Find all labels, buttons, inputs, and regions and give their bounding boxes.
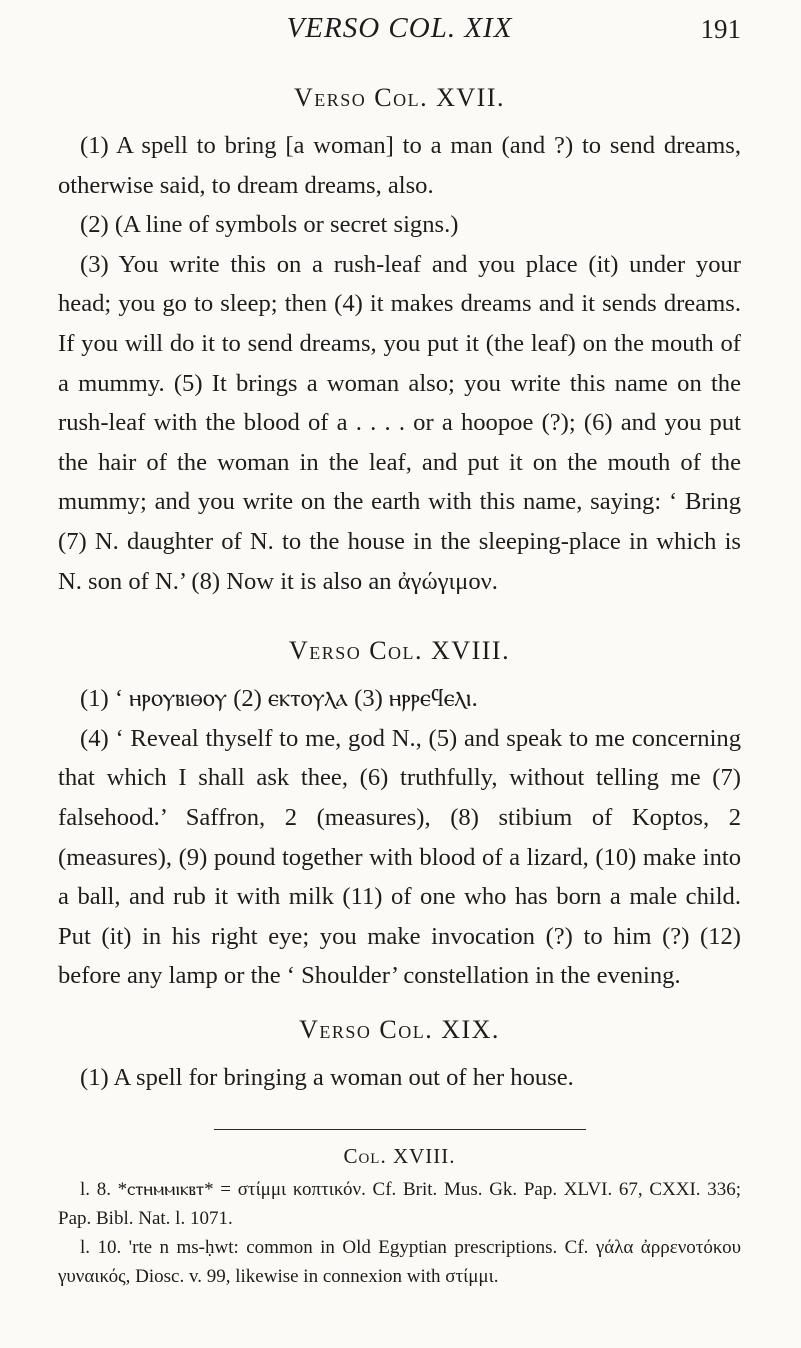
- section-heading-col-xvii: Verso Col. XVII.: [294, 83, 505, 112]
- footnotes-heading: Col. XVIII.: [343, 1144, 456, 1169]
- section-heading-col-xviii: Verso Col. XVIII.: [288, 636, 511, 666]
- main-text: [58, 78, 741, 1291]
- running-head-title: VERSO COL. XIX: [286, 12, 513, 44]
- footnote: l. 10. 'rte n ms-ḥwt: common in Old Egyptian prescriptions. Cf. γάλα ἀρρενοτόκου γυναικός, Diosc. v. 99, likewise in connexion with στίμμι.: [58, 1237, 741, 1288]
- section-heading-col-xix: Verso Col. XIX.: [299, 1014, 500, 1044]
- footnote: l. 8. *ⲥⲧⲏⲙⲙⲓⲕⲃⲧ* = στίμμι κοπτικόν. Cf. Brit. Mus. Gk. Pap. XLVI. 67, CXXI. 336; Pap. Bibl. Nat. l. 1071.: [58, 1179, 741, 1230]
- paragraph: (4) ‘ Reveal thyself to me, god N., (5) and speak to me concerning that which I shall ask thee, (6) truthfully, without telling me (7) falsehood.’ Saffron, 2 (measures), (8) stibium of Koptos, 2 (measures), (9) pound together with blood of a lizard, (10) make into a ball, and rub it with milk (11) of one who has born a male child. Put (it) in his right eye; you make invocation (?) to him (?) (12) before any lamp or the ‘ Shoulder’ constellation in the evening.: [58, 724, 741, 990]
- paragraph: (1) A spell to bring [a woman] to a man (and ?) to send dreams, otherwise said, to dream dreams, also.: [58, 132, 741, 199]
- running-head: [58, 12, 741, 48]
- paragraph: (3) You write this on a rush-leaf and you place (it) under your head; you go to sleep; then (4) it makes dreams and it sends dreams. If you will do it to send dreams, you put it (the leaf) on the mouth of a mummy. (5) It brings a woman also; you write this name on the rush-leaf with the blood of a . . . . or a hoopoe (?); (6) and you put the hair of the woman in the leaf, and put it on the mouth of the mummy; and you write on the earth with this name, saying: ‘ Bring (7) N. daughter of N. to the house in the sleeping-place in which is N. son of N.’ (8) Now it is also an ἀγώγιμον.: [58, 250, 741, 595]
- paragraph: (2) (A line of symbols or secret signs.): [80, 211, 459, 239]
- paragraph: (1) A spell for bringing a woman out of her house.: [80, 1063, 574, 1091]
- coptic-invocation: (1) ‘ ⲏⲣⲟⲩⲃⲓⲑⲟⲩ (2) ⲉⲕⲧⲟⲩⲗⲁ (3) ⲏⲣⲣⲉϥⲉⲗⲓ.: [80, 685, 478, 713]
- footnote-divider: [214, 1129, 586, 1130]
- page-number: 191: [700, 14, 741, 44]
